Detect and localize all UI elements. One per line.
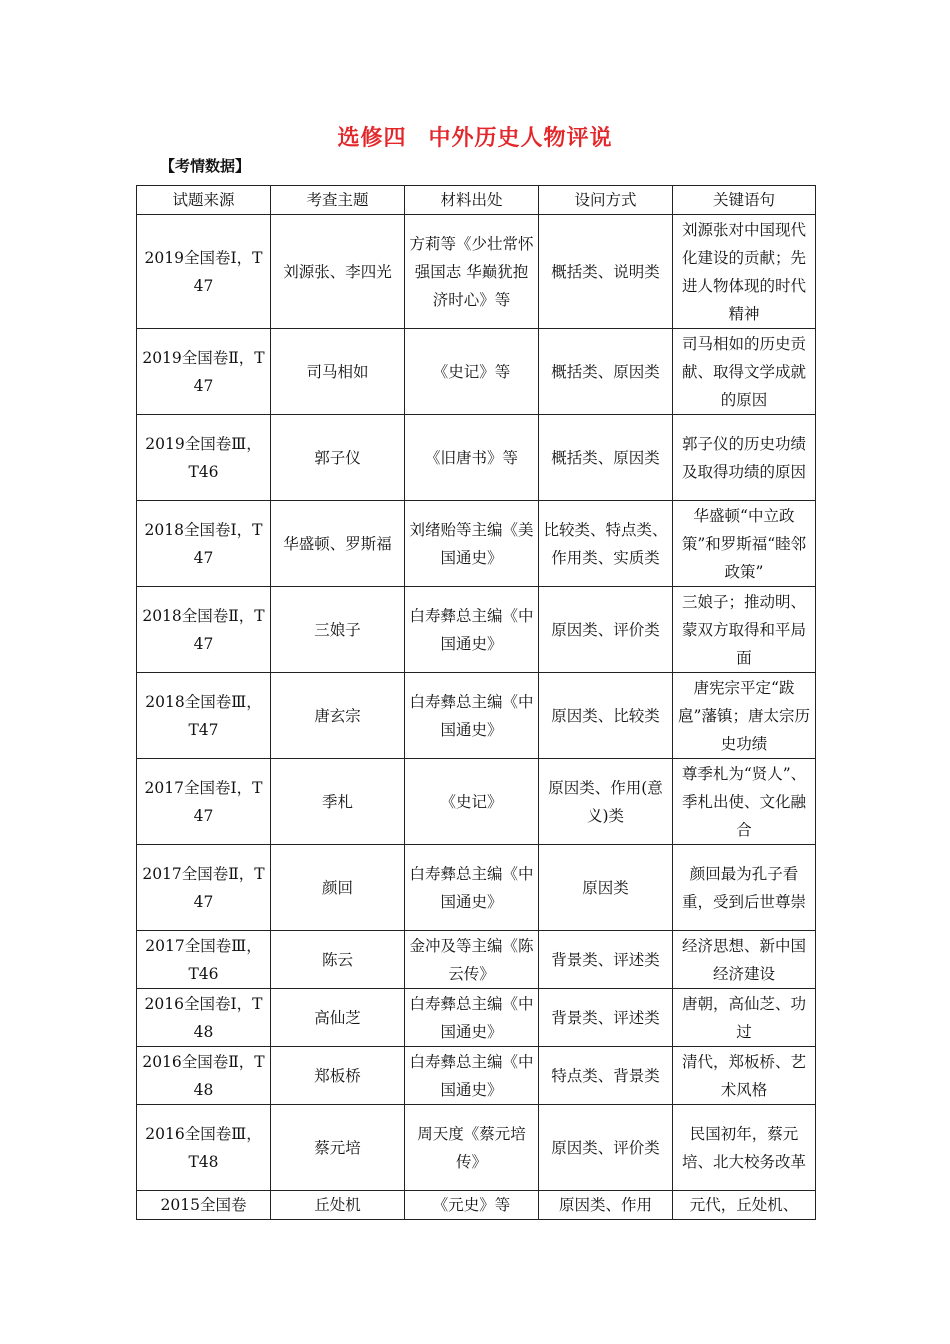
cell-topic: 司马相如 — [271, 329, 405, 415]
header-material: 材料出处 — [405, 186, 539, 215]
cell-material: 白寿彝总主编《中国通史》 — [405, 845, 539, 931]
table-row — [137, 845, 816, 931]
cell-material: 白寿彝总主编《中国通史》 — [405, 989, 539, 1047]
cell-topic: 郑板桥 — [271, 1047, 405, 1105]
cell-topic: 三娘子 — [271, 587, 405, 673]
cell-question: 概括类、原因类 — [539, 415, 673, 501]
cell-question: 背景类、评述类 — [539, 931, 673, 989]
cell-question: 原因类 — [539, 845, 673, 931]
title-right: 中外历史人物评说 — [428, 126, 613, 151]
cell-topic: 颜回 — [271, 845, 405, 931]
cell-material: 刘绪贻等主编《美国通史》 — [405, 501, 539, 587]
section-label: 【考情数据】 — [160, 157, 251, 175]
cell-source: 2019全国卷Ⅰ，T47 — [137, 215, 271, 329]
cell-key: 司马相如的历史贡献、取得文学成就的原因 — [673, 329, 816, 415]
cell-key: 民国初年，蔡元培、北大校务改革 — [673, 1105, 816, 1191]
cell-question: 原因类、评价类 — [539, 587, 673, 673]
header-row — [137, 186, 816, 215]
cell-question: 原因类、比较类 — [539, 673, 673, 759]
table-row — [137, 587, 816, 673]
cell-source: 2016全国卷Ⅰ，T48 — [137, 989, 271, 1047]
table-row — [137, 415, 816, 501]
cell-question: 原因类、评价类 — [539, 1105, 673, 1191]
cell-source: 2017全国卷Ⅰ，T47 — [137, 759, 271, 845]
table-row — [137, 501, 816, 587]
header-source: 试题来源 — [137, 186, 271, 215]
cell-material: 周天度《蔡元培传》 — [405, 1105, 539, 1191]
cell-key: 郭子仪的历史功绩及取得功绩的原因 — [673, 415, 816, 501]
cell-topic: 郭子仪 — [271, 415, 405, 501]
cell-material: 《旧唐书》等 — [405, 415, 539, 501]
cell-material: 白寿彝总主编《中国通史》 — [405, 673, 539, 759]
cell-source: 2017全国卷Ⅱ，T47 — [137, 845, 271, 931]
cell-source: 2018全国卷Ⅱ，T47 — [137, 587, 271, 673]
exam-data-table — [136, 185, 816, 1220]
cell-question: 概括类、原因类 — [539, 329, 673, 415]
cell-question: 背景类、评述类 — [539, 989, 673, 1047]
table-row — [137, 1191, 816, 1220]
cell-key: 三娘子；推动明、蒙双方取得和平局面 — [673, 587, 816, 673]
cell-material: 《元史》等 — [405, 1191, 539, 1220]
table-row — [137, 989, 816, 1047]
header-topic: 考查主题 — [271, 186, 405, 215]
cell-question: 比较类、特点类、作用类、实质类 — [539, 501, 673, 587]
table-row — [137, 931, 816, 989]
cell-topic: 高仙芝 — [271, 989, 405, 1047]
cell-material: 金冲及等主编《陈云传》 — [405, 931, 539, 989]
table-row — [137, 1105, 816, 1191]
cell-source: 2015全国卷 — [137, 1191, 271, 1220]
cell-question: 特点类、背景类 — [539, 1047, 673, 1105]
cell-source: 2016全国卷Ⅲ，T48 — [137, 1105, 271, 1191]
cell-key: 经济思想、新中国经济建设 — [673, 931, 816, 989]
cell-topic: 季札 — [271, 759, 405, 845]
cell-topic: 唐玄宗 — [271, 673, 405, 759]
cell-key: 尊季札为“贤人”、季札出使、文化融合 — [673, 759, 816, 845]
cell-material: 方莉等《少壮常怀强国志 华巅犹抱济时心》等 — [405, 215, 539, 329]
cell-key: 唐宪宗平定“跋扈”藩镇；唐太宗历史功绩 — [673, 673, 816, 759]
table-row — [137, 673, 816, 759]
cell-source: 2018全国卷Ⅲ，T47 — [137, 673, 271, 759]
cell-material: 白寿彝总主编《中国通史》 — [405, 587, 539, 673]
header-key: 关键语句 — [673, 186, 816, 215]
table-row — [137, 329, 816, 415]
cell-material: 《史记》等 — [405, 329, 539, 415]
cell-question: 概括类、说明类 — [539, 215, 673, 329]
table-row — [137, 759, 816, 845]
cell-source: 2019全国卷Ⅱ，T47 — [137, 329, 271, 415]
table-row — [137, 1047, 816, 1105]
cell-source: 2016全国卷Ⅱ，T48 — [137, 1047, 271, 1105]
cell-question: 原因类、作用(意义)类 — [539, 759, 673, 845]
cell-key: 清代，郑板桥、艺术风格 — [673, 1047, 816, 1105]
cell-topic: 陈云 — [271, 931, 405, 989]
cell-material: 白寿彝总主编《中国通史》 — [405, 1047, 539, 1105]
cell-topic: 华盛顿、罗斯福 — [271, 501, 405, 587]
page-title — [0, 121, 950, 152]
table-row — [137, 215, 816, 329]
cell-topic: 刘源张、李四光 — [271, 215, 405, 329]
cell-source: 2018全国卷Ⅰ，T47 — [137, 501, 271, 587]
cell-key: 唐朝，高仙芝、功过 — [673, 989, 816, 1047]
cell-material: 《史记》 — [405, 759, 539, 845]
cell-topic: 丘处机 — [271, 1191, 405, 1220]
header-question: 设问方式 — [539, 186, 673, 215]
cell-topic: 蔡元培 — [271, 1105, 405, 1191]
cell-source: 2017全国卷Ⅲ，T46 — [137, 931, 271, 989]
title-left: 选修四 — [337, 126, 407, 151]
cell-key: 刘源张对中国现代化建设的贡献；先进人物体现的时代精神 — [673, 215, 816, 329]
cell-key: 元代，丘处机、 — [673, 1191, 816, 1220]
cell-question: 原因类、作用 — [539, 1191, 673, 1220]
cell-key: 华盛顿“中立政策”和罗斯福“睦邻政策” — [673, 501, 816, 587]
cell-key: 颜回最为孔子看重，受到后世尊崇 — [673, 845, 816, 931]
cell-source: 2019全国卷Ⅲ，T46 — [137, 415, 271, 501]
